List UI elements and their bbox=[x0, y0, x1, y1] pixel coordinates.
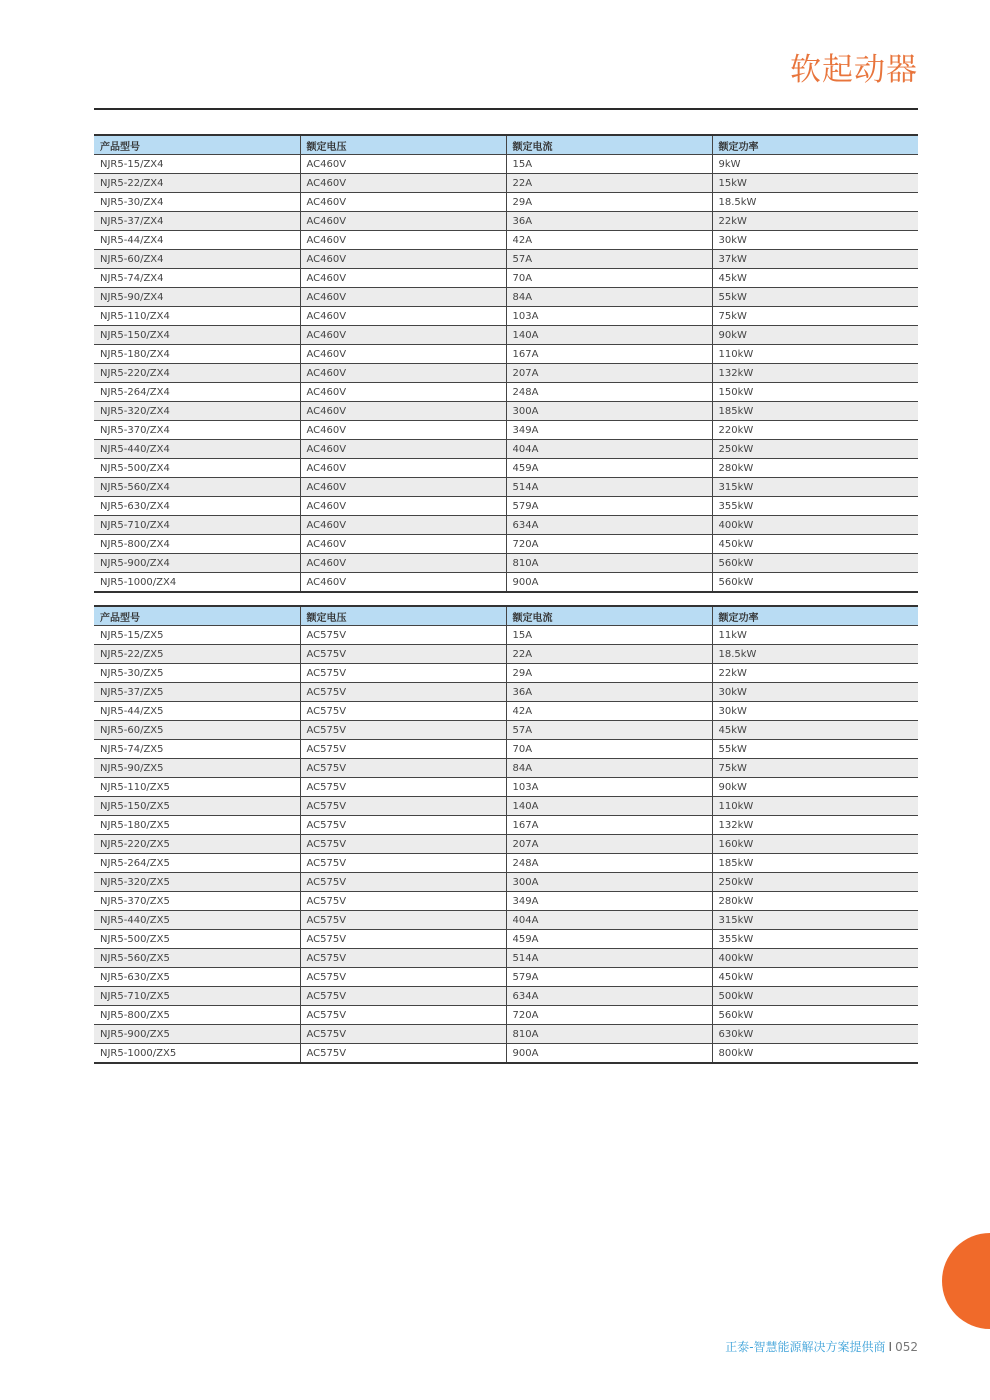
table-cell: 349A bbox=[506, 892, 712, 911]
table-cell: 57A bbox=[506, 721, 712, 740]
table-cell: NJR5-630/ZX4 bbox=[94, 497, 300, 516]
table-row bbox=[94, 345, 918, 364]
table-cell: AC460V bbox=[300, 155, 506, 174]
table-row bbox=[94, 516, 918, 535]
table-row bbox=[94, 155, 918, 174]
table-cell: 355kW bbox=[712, 930, 918, 949]
table-cell: AC460V bbox=[300, 288, 506, 307]
table-cell: 450kW bbox=[712, 535, 918, 554]
table-cell: AC575V bbox=[300, 911, 506, 930]
table-cell: 560kW bbox=[712, 573, 918, 593]
table-row bbox=[94, 497, 918, 516]
table-cell: AC575V bbox=[300, 816, 506, 835]
table-cell: AC575V bbox=[300, 835, 506, 854]
table-cell: AC575V bbox=[300, 759, 506, 778]
table-cell: 579A bbox=[506, 968, 712, 987]
table-row bbox=[94, 987, 918, 1006]
table-cell: NJR5-37/ZX4 bbox=[94, 212, 300, 231]
table-row bbox=[94, 459, 918, 478]
table-cell: 15A bbox=[506, 626, 712, 645]
table-cell: AC575V bbox=[300, 968, 506, 987]
table-cell: 22kW bbox=[712, 212, 918, 231]
table-cell: 15kW bbox=[712, 174, 918, 193]
table-cell: 355kW bbox=[712, 497, 918, 516]
spec-table-zx4 bbox=[94, 134, 918, 593]
table-cell: 45kW bbox=[712, 721, 918, 740]
table-cell: 300A bbox=[506, 873, 712, 892]
table-cell: AC460V bbox=[300, 212, 506, 231]
table-cell: 400kW bbox=[712, 949, 918, 968]
table-cell: 90kW bbox=[712, 778, 918, 797]
column-header: 额定电流 bbox=[506, 135, 712, 155]
table-cell: AC575V bbox=[300, 1025, 506, 1044]
table-cell: AC460V bbox=[300, 402, 506, 421]
table-cell: 720A bbox=[506, 1006, 712, 1025]
table-cell: 207A bbox=[506, 835, 712, 854]
table-cell: 280kW bbox=[712, 892, 918, 911]
table-cell: 185kW bbox=[712, 402, 918, 421]
table-cell: NJR5-15/ZX5 bbox=[94, 626, 300, 645]
column-header: 产品型号 bbox=[94, 606, 300, 626]
table-cell: NJR5-500/ZX5 bbox=[94, 930, 300, 949]
table-row bbox=[94, 288, 918, 307]
table-cell: 150kW bbox=[712, 383, 918, 402]
table-cell: NJR5-264/ZX5 bbox=[94, 854, 300, 873]
table-cell: 250kW bbox=[712, 873, 918, 892]
table-cell: 560kW bbox=[712, 554, 918, 573]
table-cell: 248A bbox=[506, 854, 712, 873]
table-cell: 37kW bbox=[712, 250, 918, 269]
table-cell: 810A bbox=[506, 554, 712, 573]
table-row bbox=[94, 645, 918, 664]
table-row bbox=[94, 930, 918, 949]
table-row bbox=[94, 626, 918, 645]
table-cell: NJR5-180/ZX5 bbox=[94, 816, 300, 835]
table-cell: 30kW bbox=[712, 683, 918, 702]
table-row bbox=[94, 421, 918, 440]
table-row bbox=[94, 949, 918, 968]
table-cell: 55kW bbox=[712, 740, 918, 759]
table-cell: NJR5-320/ZX4 bbox=[94, 402, 300, 421]
table-cell: 29A bbox=[506, 193, 712, 212]
table-row bbox=[94, 816, 918, 835]
table-cell: 36A bbox=[506, 683, 712, 702]
page-title: 软起动器 bbox=[790, 52, 918, 88]
table-cell: 132kW bbox=[712, 364, 918, 383]
table-cell: NJR5-44/ZX5 bbox=[94, 702, 300, 721]
table-cell: NJR5-74/ZX5 bbox=[94, 740, 300, 759]
table-cell: AC460V bbox=[300, 231, 506, 250]
table-cell: NJR5-60/ZX5 bbox=[94, 721, 300, 740]
table-cell: AC575V bbox=[300, 683, 506, 702]
table-cell: 103A bbox=[506, 307, 712, 326]
table-row bbox=[94, 174, 918, 193]
table-cell: 900A bbox=[506, 1044, 712, 1064]
table-cell: AC460V bbox=[300, 516, 506, 535]
table-cell: 459A bbox=[506, 930, 712, 949]
table-cell: 207A bbox=[506, 364, 712, 383]
column-header: 额定电压 bbox=[300, 606, 506, 626]
table-cell: AC575V bbox=[300, 626, 506, 645]
table-row bbox=[94, 383, 918, 402]
table-cell: NJR5-370/ZX5 bbox=[94, 892, 300, 911]
table-cell: AC575V bbox=[300, 1006, 506, 1025]
table-cell: 404A bbox=[506, 440, 712, 459]
table-cell: 29A bbox=[506, 664, 712, 683]
table-cell: 45kW bbox=[712, 269, 918, 288]
table-cell: 22kW bbox=[712, 664, 918, 683]
table-cell: NJR5-90/ZX4 bbox=[94, 288, 300, 307]
table-cell: 42A bbox=[506, 231, 712, 250]
table-cell: 630kW bbox=[712, 1025, 918, 1044]
table-cell: AC575V bbox=[300, 949, 506, 968]
table-cell: NJR5-110/ZX5 bbox=[94, 778, 300, 797]
table-cell: NJR5-560/ZX4 bbox=[94, 478, 300, 497]
table-cell: 167A bbox=[506, 345, 712, 364]
table-cell: AC575V bbox=[300, 1044, 506, 1064]
table-cell: NJR5-900/ZX5 bbox=[94, 1025, 300, 1044]
table-cell: 400kW bbox=[712, 516, 918, 535]
table-row bbox=[94, 911, 918, 930]
page-number: 052 bbox=[895, 1340, 918, 1354]
table-cell: 22A bbox=[506, 645, 712, 664]
table-row bbox=[94, 797, 918, 816]
table-row bbox=[94, 573, 918, 593]
table-cell: 140A bbox=[506, 797, 712, 816]
table-cell: AC460V bbox=[300, 364, 506, 383]
table-cell: AC460V bbox=[300, 440, 506, 459]
table-cell: NJR5-370/ZX4 bbox=[94, 421, 300, 440]
table-cell: AC460V bbox=[300, 250, 506, 269]
table-cell: NJR5-60/ZX4 bbox=[94, 250, 300, 269]
table-cell: NJR5-1000/ZX4 bbox=[94, 573, 300, 593]
table-row bbox=[94, 1044, 918, 1064]
table-cell: 560kW bbox=[712, 1006, 918, 1025]
table-cell: AC575V bbox=[300, 702, 506, 721]
table-cell: NJR5-560/ZX5 bbox=[94, 949, 300, 968]
table-cell: 110kW bbox=[712, 345, 918, 364]
table-cell: 9kW bbox=[712, 155, 918, 174]
table-cell: 22A bbox=[506, 174, 712, 193]
table-row bbox=[94, 1025, 918, 1044]
table-row bbox=[94, 250, 918, 269]
table-cell: NJR5-15/ZX4 bbox=[94, 155, 300, 174]
table-row bbox=[94, 854, 918, 873]
table-cell: 450kW bbox=[712, 968, 918, 987]
table-row bbox=[94, 440, 918, 459]
table-cell: AC575V bbox=[300, 987, 506, 1006]
table-row bbox=[94, 721, 918, 740]
table-cell: 315kW bbox=[712, 478, 918, 497]
table-cell: AC460V bbox=[300, 573, 506, 593]
table-cell: 84A bbox=[506, 288, 712, 307]
table-row bbox=[94, 231, 918, 250]
table-cell: NJR5-220/ZX5 bbox=[94, 835, 300, 854]
table-cell: AC460V bbox=[300, 497, 506, 516]
column-header: 额定电流 bbox=[506, 606, 712, 626]
table-cell: NJR5-630/ZX5 bbox=[94, 968, 300, 987]
table-cell: NJR5-22/ZX5 bbox=[94, 645, 300, 664]
table-cell: 800kW bbox=[712, 1044, 918, 1064]
table-cell: 55kW bbox=[712, 288, 918, 307]
table-cell: 42A bbox=[506, 702, 712, 721]
table-cell: AC575V bbox=[300, 645, 506, 664]
table-cell: NJR5-800/ZX4 bbox=[94, 535, 300, 554]
table-cell: 11kW bbox=[712, 626, 918, 645]
table-row bbox=[94, 364, 918, 383]
table-cell: AC575V bbox=[300, 778, 506, 797]
table-cell: 220kW bbox=[712, 421, 918, 440]
table-row bbox=[94, 835, 918, 854]
table-cell: 75kW bbox=[712, 307, 918, 326]
table-cell: 103A bbox=[506, 778, 712, 797]
table-cell: 248A bbox=[506, 383, 712, 402]
table-row bbox=[94, 683, 918, 702]
table-cell: 514A bbox=[506, 478, 712, 497]
table-cell: AC460V bbox=[300, 535, 506, 554]
table-cell: AC460V bbox=[300, 421, 506, 440]
table-cell: NJR5-1000/ZX5 bbox=[94, 1044, 300, 1064]
table-cell: 140A bbox=[506, 326, 712, 345]
table-cell: NJR5-22/ZX4 bbox=[94, 174, 300, 193]
table-cell: 70A bbox=[506, 740, 712, 759]
table-cell: 30kW bbox=[712, 231, 918, 250]
table-row bbox=[94, 759, 918, 778]
table-cell: 349A bbox=[506, 421, 712, 440]
table-cell: 57A bbox=[506, 250, 712, 269]
table-cell: 579A bbox=[506, 497, 712, 516]
table-cell: NJR5-320/ZX5 bbox=[94, 873, 300, 892]
table-row bbox=[94, 873, 918, 892]
table-cell: AC460V bbox=[300, 307, 506, 326]
table-row bbox=[94, 778, 918, 797]
table-cell: AC460V bbox=[300, 174, 506, 193]
table-cell: 132kW bbox=[712, 816, 918, 835]
table-cell: AC460V bbox=[300, 459, 506, 478]
table-cell: NJR5-710/ZX4 bbox=[94, 516, 300, 535]
table-cell: 900A bbox=[506, 573, 712, 593]
table-cell: 634A bbox=[506, 987, 712, 1006]
table-cell: 280kW bbox=[712, 459, 918, 478]
table-row bbox=[94, 326, 918, 345]
table-cell: 167A bbox=[506, 816, 712, 835]
table-row bbox=[94, 740, 918, 759]
table-cell: NJR5-900/ZX4 bbox=[94, 554, 300, 573]
table-cell: AC575V bbox=[300, 930, 506, 949]
table-cell: AC460V bbox=[300, 326, 506, 345]
table-row bbox=[94, 1006, 918, 1025]
table-cell: 634A bbox=[506, 516, 712, 535]
table-row bbox=[94, 402, 918, 421]
table-cell: 315kW bbox=[712, 911, 918, 930]
table-cell: NJR5-44/ZX4 bbox=[94, 231, 300, 250]
table-cell: AC575V bbox=[300, 797, 506, 816]
table-cell: NJR5-37/ZX5 bbox=[94, 683, 300, 702]
column-header: 额定电压 bbox=[300, 135, 506, 155]
table-cell: 404A bbox=[506, 911, 712, 930]
table-cell: AC575V bbox=[300, 664, 506, 683]
table-cell: AC575V bbox=[300, 740, 506, 759]
table-cell: NJR5-90/ZX5 bbox=[94, 759, 300, 778]
table-cell: 36A bbox=[506, 212, 712, 231]
table-cell: AC460V bbox=[300, 478, 506, 497]
table-row bbox=[94, 554, 918, 573]
table-cell: NJR5-440/ZX5 bbox=[94, 911, 300, 930]
table-header-row bbox=[94, 135, 918, 155]
table-row bbox=[94, 892, 918, 911]
footer-text: 正泰-智慧能源解决方案提供商 bbox=[725, 1340, 886, 1354]
table-row bbox=[94, 212, 918, 231]
table-cell: 84A bbox=[506, 759, 712, 778]
header-rule bbox=[94, 108, 918, 110]
column-header: 额定功率 bbox=[712, 606, 918, 626]
table-cell: AC575V bbox=[300, 873, 506, 892]
table-row bbox=[94, 307, 918, 326]
table-row bbox=[94, 664, 918, 683]
table-cell: 90kW bbox=[712, 326, 918, 345]
table-cell: NJR5-264/ZX4 bbox=[94, 383, 300, 402]
table-cell: NJR5-710/ZX5 bbox=[94, 987, 300, 1006]
table-cell: AC460V bbox=[300, 554, 506, 573]
footer-separator: I bbox=[888, 1340, 893, 1354]
table-cell: NJR5-30/ZX4 bbox=[94, 193, 300, 212]
column-header: 额定功率 bbox=[712, 135, 918, 155]
table-row bbox=[94, 535, 918, 554]
table-cell: NJR5-150/ZX4 bbox=[94, 326, 300, 345]
table-cell: NJR5-74/ZX4 bbox=[94, 269, 300, 288]
table-cell: 18.5kW bbox=[712, 645, 918, 664]
table-cell: 30kW bbox=[712, 702, 918, 721]
table-cell: NJR5-180/ZX4 bbox=[94, 345, 300, 364]
table-cell: NJR5-150/ZX5 bbox=[94, 797, 300, 816]
table-cell: AC575V bbox=[300, 721, 506, 740]
table-row bbox=[94, 193, 918, 212]
table-cell: NJR5-220/ZX4 bbox=[94, 364, 300, 383]
table-cell: 70A bbox=[506, 269, 712, 288]
table-cell: 514A bbox=[506, 949, 712, 968]
table-cell: NJR5-110/ZX4 bbox=[94, 307, 300, 326]
table-row bbox=[94, 702, 918, 721]
table-cell: 160kW bbox=[712, 835, 918, 854]
table-cell: 250kW bbox=[712, 440, 918, 459]
table-cell: 15A bbox=[506, 155, 712, 174]
table-cell: 500kW bbox=[712, 987, 918, 1006]
column-header: 产品型号 bbox=[94, 135, 300, 155]
table-cell: 110kW bbox=[712, 797, 918, 816]
table-cell: 75kW bbox=[712, 759, 918, 778]
table-cell: 18.5kW bbox=[712, 193, 918, 212]
table-cell: AC460V bbox=[300, 345, 506, 364]
table-cell: NJR5-500/ZX4 bbox=[94, 459, 300, 478]
table-row bbox=[94, 269, 918, 288]
footer bbox=[725, 1338, 918, 1355]
table-cell: 459A bbox=[506, 459, 712, 478]
side-tab-marker bbox=[942, 1233, 990, 1329]
table-cell: 810A bbox=[506, 1025, 712, 1044]
table-cell: NJR5-800/ZX5 bbox=[94, 1006, 300, 1025]
table-row bbox=[94, 478, 918, 497]
table-cell: AC460V bbox=[300, 193, 506, 212]
table-cell: AC575V bbox=[300, 854, 506, 873]
table-cell: NJR5-440/ZX4 bbox=[94, 440, 300, 459]
table-cell: 720A bbox=[506, 535, 712, 554]
table-row bbox=[94, 968, 918, 987]
table-cell: AC460V bbox=[300, 269, 506, 288]
table-cell: AC575V bbox=[300, 892, 506, 911]
table-cell: AC460V bbox=[300, 383, 506, 402]
table-cell: 185kW bbox=[712, 854, 918, 873]
spec-table-zx5 bbox=[94, 605, 918, 1064]
table-header-row bbox=[94, 606, 918, 626]
table-cell: 300A bbox=[506, 402, 712, 421]
table-cell: NJR5-30/ZX5 bbox=[94, 664, 300, 683]
